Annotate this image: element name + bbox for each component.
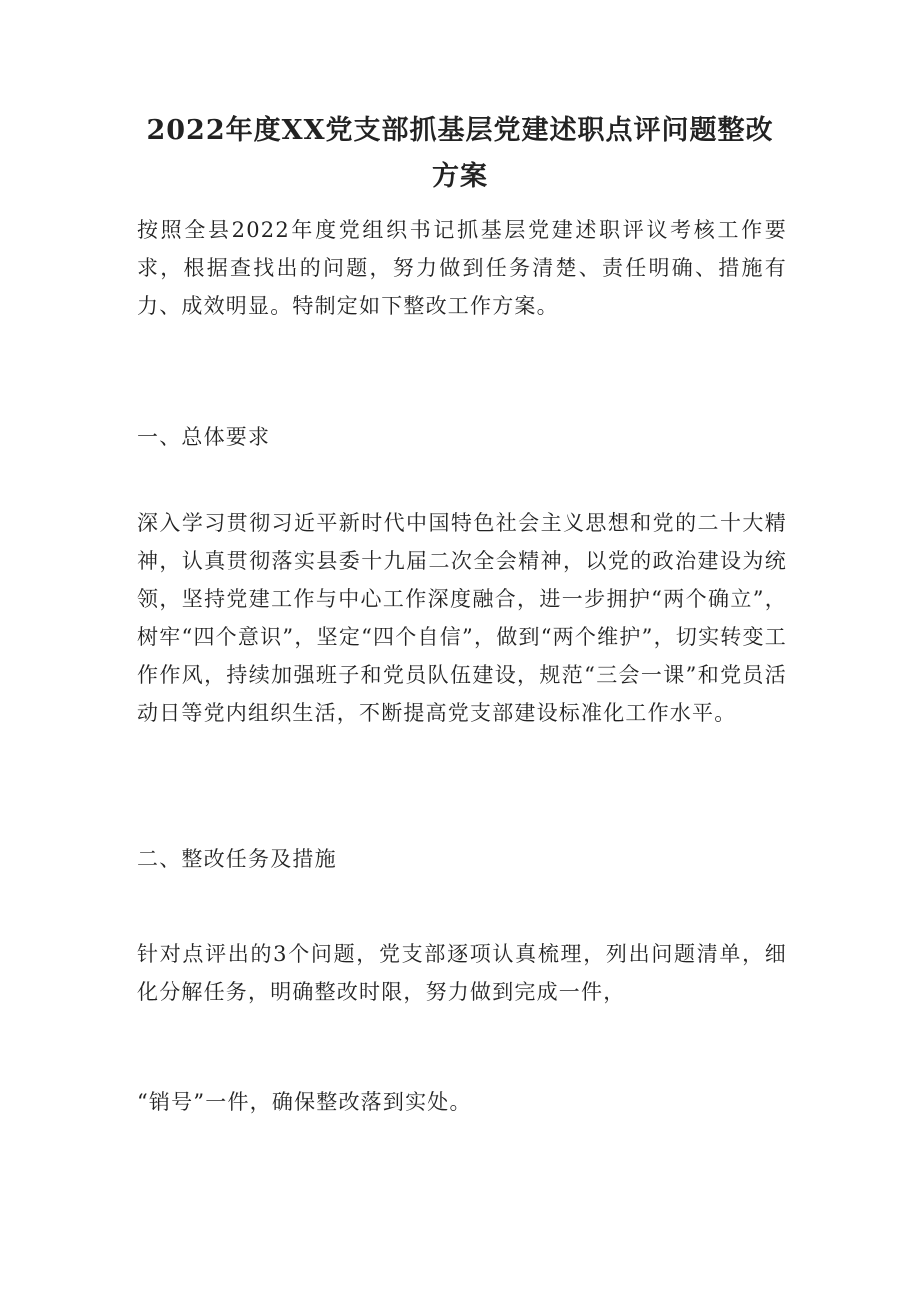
tasks-measures-paragraph-continued: “销号”一件，确保整改落到实处。: [137, 1090, 472, 1114]
tasks-measures-paragraph: 针对点评出的3个问题，党支部逐项认真梳理，列出问题清单，细化分解任务，明确整改时限，努力做到完成一件，: [137, 942, 787, 1004]
intro-paragraph: 按照全县2022年度党组织书记抓基层党建述职评议考核工作要求，根据查找出的问题，努力做到任务清楚、责任明确、措施有力、成效明显。特制定如下整改工作方案。: [137, 218, 787, 318]
section-heading-tasks-measures: 二、整改任务及措施: [137, 847, 337, 871]
general-requirements-paragraph: 深入学习贯彻习近平新时代中国特色社会主义思想和党的二十大精神，认真贯彻落实县委十九届二次全会精神，以党的政治建设为统领，坚持党建工作与中心工作深度融合，进一步拥护“两个确立”，树牢“四个意识”，坚定“四个自信”，做到“两个维护”，切实转变工作作风，持续加强班子和党员队伍建设，规范“三会一课”和党员活动日等党内组织生活，不断提高党支部建设标准化工作水平。: [137, 511, 787, 725]
section-heading-general-requirements: 一、总体要求: [137, 425, 271, 449]
document-title: 2022年度XX党支部抓基层党建述职点评问题整改方案: [146, 115, 774, 192]
